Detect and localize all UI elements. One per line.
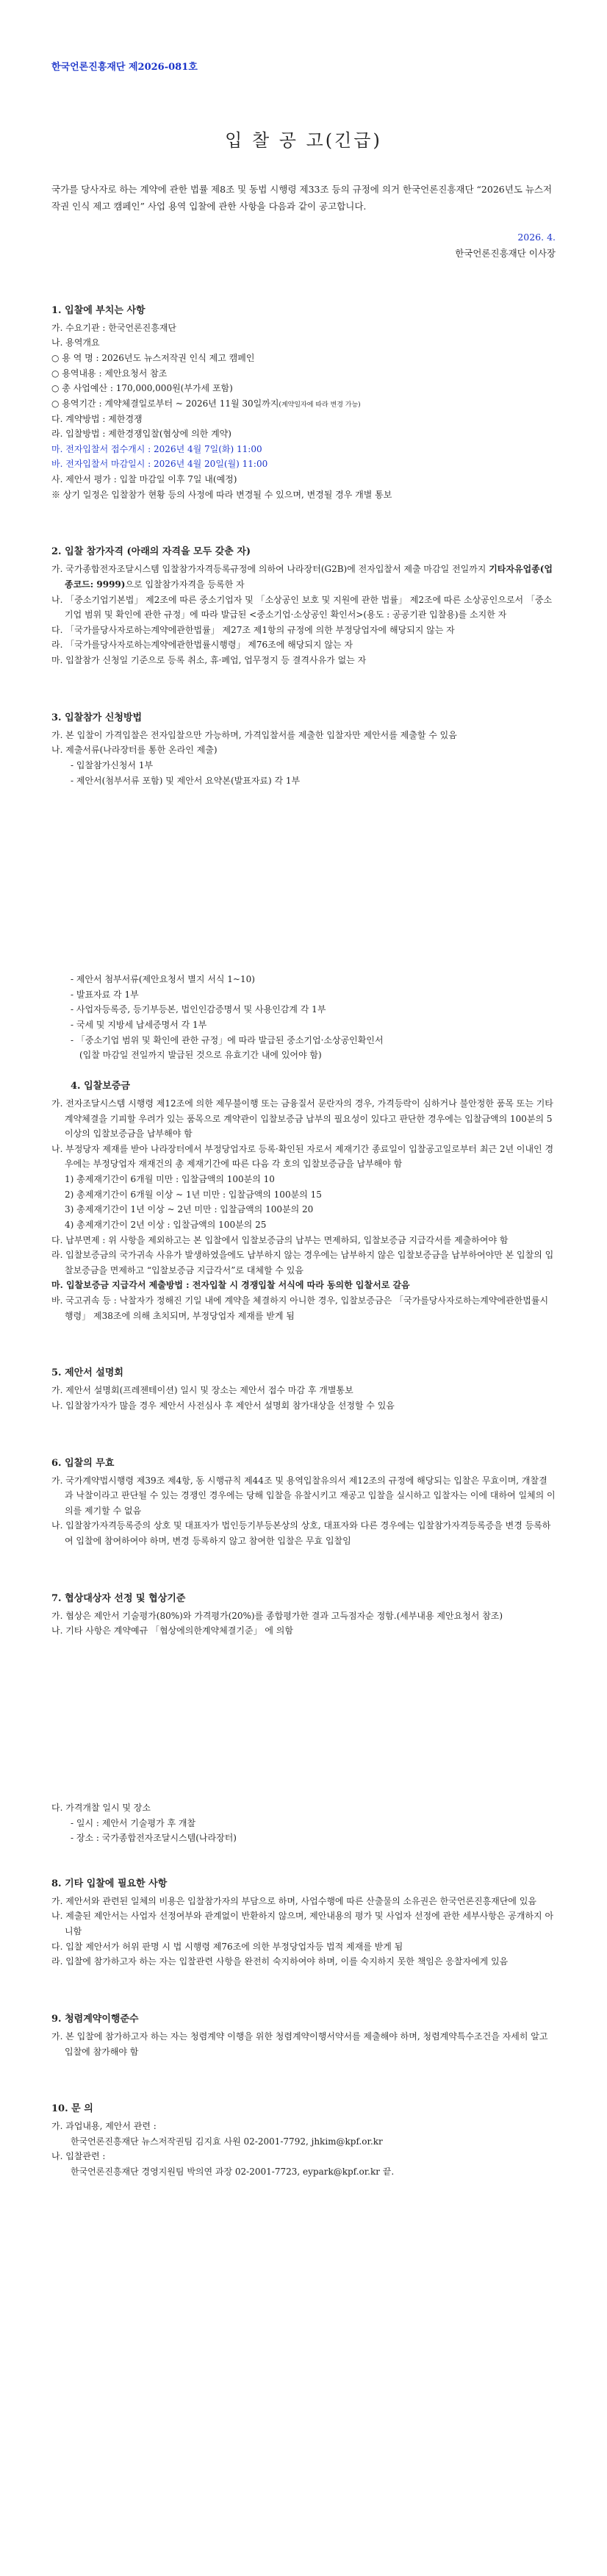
service-overview: 나. 용역개요 bbox=[51, 337, 100, 348]
section-bid-bond bbox=[51, 1078, 556, 1323]
page-title: 입 찰 공 고(긴급) bbox=[225, 130, 382, 151]
section-heading: 2. 입찰 참가자격 (아래의 자격을 모두 갖춘 자) bbox=[51, 546, 251, 558]
bid-method: 라. 입찰방법 : 제한경쟁입찰(협상에 의한 계약) bbox=[51, 429, 231, 440]
bond-item: 다. 납부면제 : 위 사항을 제외하고는 본 입찰에서 입찰보증금의 납부는 면제하되, 입찰보증금 지급각서를 제출하여야 함 bbox=[51, 1234, 509, 1245]
negotiation-item: 다. 가격개찰 일시 및 장소 bbox=[51, 1802, 151, 1813]
document-item: - 제안서 첨부서류(제안요청서 별지 서식 1~10) bbox=[71, 974, 255, 985]
blank-space bbox=[51, 788, 556, 972]
section-heading: 4. 입찰보증금 bbox=[71, 1080, 130, 1092]
negotiation-item: 나. 기타 사항은 계약예규 「협상에의한계약체결기준」 에 의함 bbox=[51, 1625, 293, 1636]
eligibility-item: 가. 국가종합전자조달시스템 입찰참가자격등록규정에 의하여 나라장터(G2B)에 전자입찰서 제출 마감일 전일까지 기타자유업종(업종코드: 9999)으로 입찰참가자격을 등록한 자 bbox=[51, 564, 553, 590]
application-item: 나. 제출서류(나라장터를 통한 온라인 제출) bbox=[51, 745, 218, 756]
bond-item: 바. 국고귀속 등 : 낙찰자가 정해진 기일 내에 계약을 체결하지 아니한 경우, 입찰보증금은 「국가를당사자로하는계약에관한법률시행령」 제38조에 의해 초치되며, 부정당업자 제재를 받게 됨 bbox=[51, 1295, 549, 1321]
bond-item: 가. 전자조달시스템 시행령 제12조에 의한 제무불이행 또는 금융질서 문란자의 경우, 가격등락이 심하거나 불안정한 품목 또는 기타 계약체결을 기피할 우려가 있는 품목으로 계약관이 입찰보증금 납부의 필요성이 있다고 판단한 경우에는 입찰금액의 100분의 5 이상의 입찰보증금을 납부해야 함 bbox=[51, 1098, 553, 1139]
section-invalid-bid bbox=[51, 1455, 556, 1549]
other-item: 라. 입찰에 참가하고자 하는 자는 입찰관련 사항을 완전히 숙지하여야 하며, 이를 숙지하지 못한 책임은 응찰자에게 있음 bbox=[51, 1956, 509, 1967]
contact-label: 가. 과업내용, 제안서 관련 : bbox=[51, 2121, 157, 2132]
bond-item: 라. 입찰보증금의 국가귀속 사유가 발생하였을에도 납부하지 않는 경우에는 납부하지 않은 입찰보증금을 납부하여야만 본 입찰의 입찰보증금을 면제하고 “입찰보증금 지급각서”로 대체할 수 있음 bbox=[51, 1250, 554, 1276]
opening-item: - 장소 : 국가종합전자조달시스템(나라장터) bbox=[71, 1833, 237, 1844]
demand-agency: 가. 수요기관 : 한국언론진흥재단 bbox=[51, 322, 176, 333]
briefing-item: 가. 제안서 설명회(프레젠테이션) 일시 및 장소는 제안서 접수 마감 후 개별통보 bbox=[51, 1385, 353, 1396]
bond-item: 마. 입찰보증금 지급각서 제출방법 : 전자입찰 시 경쟁입찰 서식에 따라 동의한 입찰서로 갈음 bbox=[51, 1280, 410, 1291]
announcement-date: 2026. 4. bbox=[517, 232, 556, 243]
briefing-item: 나. 입찰참가자가 많을 경우 제안서 사전심사 후 제안서 설명회 참가대상을 선정할 수 있음 bbox=[51, 1400, 395, 1411]
service-budget: ○ 총 사업예산 : 170,000,000원(부가세 포함) bbox=[51, 383, 233, 394]
section-heading: 9. 청렴계약이행준수 bbox=[51, 2013, 139, 2025]
service-content: ○ 용역내용 : 제안요청서 참조 bbox=[51, 368, 168, 379]
signer: 한국언론진흥재단 이사장 bbox=[455, 247, 556, 259]
bid-open-date: 마. 전자입찰서 접수개시 : 2026년 4월 7일(화) 11:00 bbox=[51, 443, 262, 454]
opening-item: - 일시 : 제안서 기술평가 후 개찰 bbox=[71, 1817, 196, 1828]
section-contact bbox=[51, 2100, 556, 2180]
document-item: - 제안서(첨부서류 포함) 및 제안서 요약본(발표자료) 각 1부 bbox=[71, 775, 301, 786]
service-name: ○ 용 역 명 : 2026년도 뉴스저작권 인식 제고 캠페인 bbox=[51, 353, 255, 363]
eligibility-item: 나. 「중소기업기본법」 제2조에 따른 중소기업자 및 「소상공인 보호 및 지원에 관한 법률」 제2조에 따른 소상공인으로서 「중소기업 범위 및 확인에 관한 규정」에 따라 발급된 <중소기업·소상공인 확인서>(용도 : 공공기관 입찰용)를 소지한 자 bbox=[51, 594, 553, 620]
bond-rate: 3) 총제재기간이 1년 이상 ~ 2년 미만 : 입찰금액의 100분의 20 bbox=[65, 1204, 314, 1215]
document-item: - 발표자료 각 1부 bbox=[71, 989, 139, 1000]
bond-rate: 1) 총제재기간이 6개월 미만 : 입찰금액의 100분의 10 bbox=[65, 1174, 275, 1184]
service-period-note: (계약일자에 따라 변경 가능) bbox=[279, 401, 361, 409]
service-period: ○ 용역기간 : 계약체결일로부터 ~ 2026년 11월 30일까지(계약일자에 따라 변경 가능) bbox=[51, 398, 361, 409]
proposal-evaluation: 사. 제안서 평가 : 입찰 마감일 이후 7일 내(예정) bbox=[51, 474, 237, 484]
section-integrity bbox=[51, 2011, 556, 2059]
bond-rate: 4) 총제재기간이 2년 이상 : 입찰금액의 100분의 25 bbox=[65, 1219, 267, 1230]
section-heading: 10. 문 의 bbox=[51, 2103, 93, 2115]
section-other bbox=[51, 1875, 556, 1969]
schedule-note: ※ 상기 일정은 입찰참가 현황 등의 사정에 따라 변경될 수 있으며, 변경될 경우 개별 통보 bbox=[51, 489, 392, 500]
section-heading: 1. 입찰에 부치는 사항 bbox=[51, 304, 146, 316]
invalid-item: 가. 국가계약법시행령 제39조 제4항, 동 시행규칙 제44조 및 용역입찰유의서 제12조의 규정에 해당되는 입찰은 무효이며, 개찰결과 낙찰이라고 판단될 수 있는 경쟁인 경우에는 당해 입찰을 유찰시키고 재공고 입찰을 실시하고 입찰자는 이에 대하여 일체의 이의를 제기할 수 없음 bbox=[51, 1475, 556, 1516]
eligibility-item: 다. 「국가를당사자로하는계약에관한법률」 제27조 제1항의 규정에 의한 부정당업자에 해당되지 않는 자 bbox=[51, 624, 455, 635]
contract-method: 다. 계약방법 : 제한경쟁 bbox=[51, 413, 143, 424]
other-item: 가. 제안서와 관련된 일체의 비용은 입찰참가자의 부담으로 하며, 사업수행에 따른 산출물의 소유권은 한국언론진흥재단에 있음 bbox=[51, 1895, 537, 1906]
section-heading: 6. 입찰의 무효 bbox=[51, 1457, 115, 1469]
section-heading: 7. 협상대상자 선정 및 협상기준 bbox=[51, 1592, 186, 1604]
contact-detail: 한국언론진흥재단 경영지원팀 박의연 과장 02-2001-7723, eypark@kpf.or.kr 끝. bbox=[71, 2167, 395, 2177]
invalid-item: 나. 입찰참가자격등록증의 상호 및 대표자가 법인등기부등본상의 상호, 대표자와 다른 경우에는 입찰참가자격등록증을 변경 등록하여 입찰에 참여하여야 하며, 변경 등록하지 않고 참여한 입찰은 무효 입찰임 bbox=[51, 1520, 551, 1546]
section-application bbox=[51, 709, 556, 1063]
negotiation-item: 가. 협상은 제안서 기술평가(80%)와 가격평가(20%)를 종합평가한 결과 고득점자순 정함.(세부내용 제안요청서 참조) bbox=[51, 1610, 503, 1621]
section-heading: 5. 제안서 설명회 bbox=[51, 1367, 123, 1379]
document-item: - 「중소기업 범위 및 확인에 관한 규정」에 따라 발급된 중소기업·소상공인확인서 bbox=[71, 1034, 384, 1045]
blank-space bbox=[51, 1639, 556, 1800]
document-number: 한국언론진흥재단 제2026-081호 bbox=[51, 62, 198, 73]
section-heading: 3. 입찰참가 신청방법 bbox=[51, 712, 143, 723]
bond-rate: 2) 총제재기간이 6개월 이상 ~ 1년 미만 : 입찰금액의 100분의 15 bbox=[65, 1189, 322, 1200]
other-item: 다. 입찰 제안서가 허위 판명 시 법 시행령 제76조에 의한 부정당업자등 법적 제재를 받게 됨 bbox=[51, 1941, 403, 1952]
document-item: - 입찰참가신청서 1부 bbox=[71, 759, 154, 770]
section-eligibility bbox=[51, 543, 556, 668]
document-item: - 국세 및 지방세 납세증명서 각 1부 bbox=[71, 1020, 207, 1030]
section-negotiation bbox=[51, 1590, 556, 1846]
application-item: 가. 본 입찰이 가격입찰은 전자입찰으만 가능하며, 가격입찰서를 제출한 입찰자만 제안서를 제출할 수 있음 bbox=[51, 729, 457, 740]
document-item-note: (입찰 마감일 전일까지 발급된 것으로 유효기간 내에 있어야 함) bbox=[79, 1050, 322, 1061]
integrity-item: 가. 본 입찰에 참가하고자 하는 자는 청렴계약 이행을 위한 청렴계약이행서약서를 제출해야 하며, 청렴계약특수조건을 자세히 알고 입찰에 참가해야 함 bbox=[51, 2031, 548, 2057]
document-item: - 사업자등록증, 등기부등본, 법인인감증명서 및 사용인감계 각 1부 bbox=[71, 1004, 326, 1015]
eligibility-item: 라. 「국가를당사자로하는계약에관한법률시행령」 제76조에 해당되지 않는 자 bbox=[51, 640, 353, 651]
bid-close-date: 바. 전자입찰서 마감일시 : 2026년 4월 20일(월) 11:00 bbox=[51, 459, 268, 470]
bond-item: 나. 부정당자 제재를 받아 나라장터에서 부정당업자로 등록·확인된 자로서 제재기간 종료일이 입찰공고일로부터 최근 2년 이내인 경우에는 부정당업자 재재건의 총 제재기간에 따른 다음 각 호의 입찰보증금을 납부해야 함 bbox=[51, 1143, 554, 1170]
section-heading: 8. 기타 입찰에 필요한 사항 bbox=[51, 1878, 168, 1889]
intro-paragraph: 국가를 당사자로 하는 계약에 관한 법률 제8조 및 동법 시행령 제33조 등의 규정에 의거 한국언론진흥재단 “2026년도 뉴스저작권 인식 제고 캠페인” 사업 용역 입찰에 관한 사항을 다음과 같이 공고합니다. bbox=[51, 184, 553, 212]
other-item: 나. 제출된 제안서는 사업자 선정여부와 관계없이 반환하지 않으며, 제안내용의 평가 및 사업자 선정에 관한 세부사항은 공개하지 아니함 bbox=[51, 1911, 554, 1936]
eligibility-item: 마. 입찰참가 신청일 기준으로 등록 취소, 휴·폐업, 업무정지 등 결격사유가 없는 자 bbox=[51, 655, 367, 665]
section-briefing bbox=[51, 1364, 556, 1413]
contact-detail: 한국언론진흥재단 뉴스저작권팀 김지효 사원 02-2001-7792, jhkim@kpf.or.kr bbox=[71, 2136, 383, 2147]
contact-label: 나. 입찰관련 : bbox=[51, 2151, 106, 2162]
section-bid-items bbox=[51, 302, 556, 503]
